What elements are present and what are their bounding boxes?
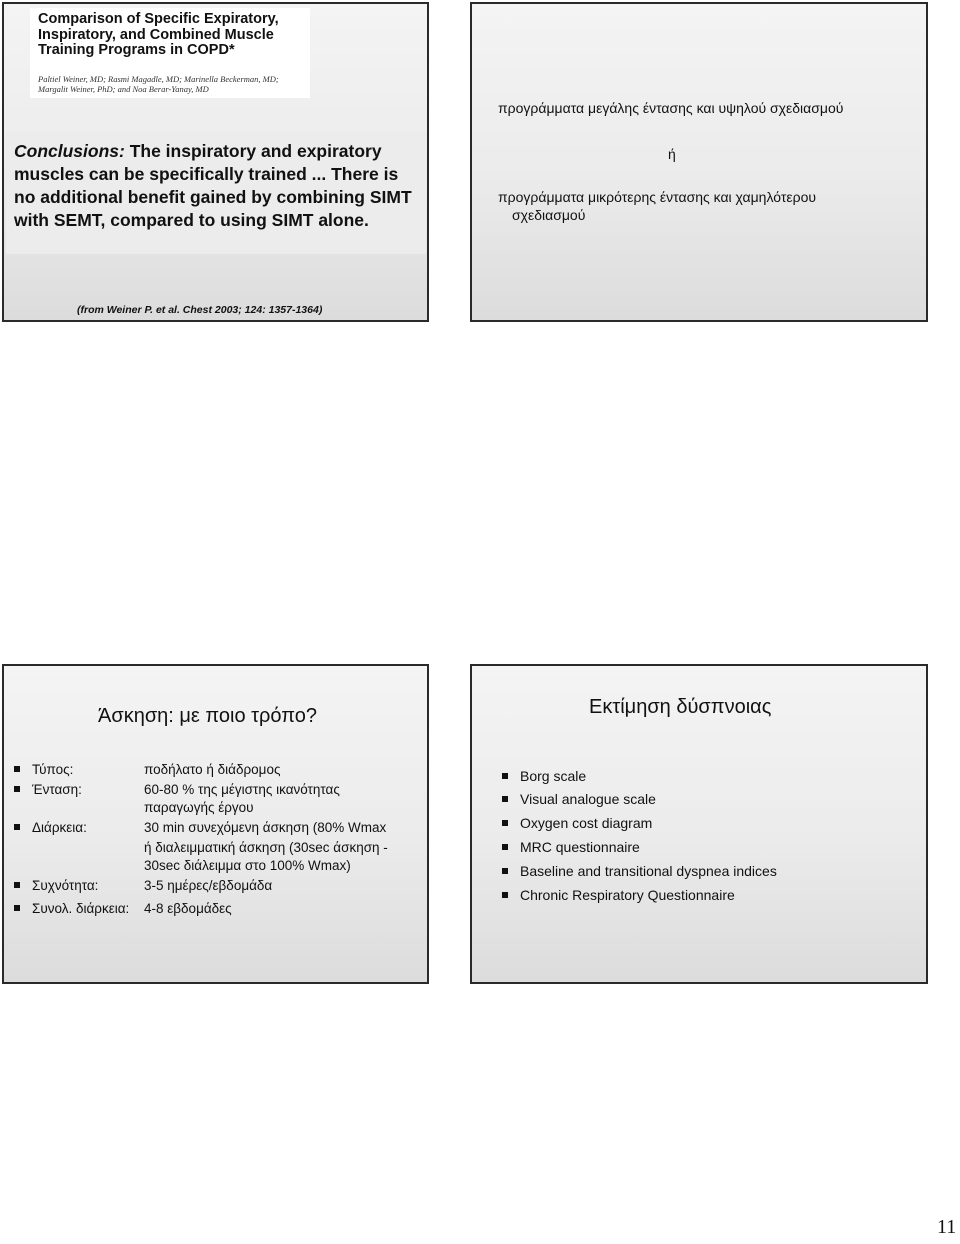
- list-item: [520, 839, 640, 855]
- item-label: MRC questionnaire: [520, 839, 640, 855]
- list-item: [520, 815, 652, 831]
- row-label: Διάρκεια:: [32, 820, 87, 835]
- page-number: 11: [937, 1216, 957, 1238]
- list-item: [520, 791, 656, 807]
- slide-title: Εκτίμηση δύσπνοιας: [589, 696, 772, 718]
- item-label: Visual analogue scale: [520, 791, 656, 807]
- row-value: 3-5 ημέρες/εβδομάδα: [144, 878, 273, 893]
- bullet-icon: [14, 882, 20, 888]
- list-item: [520, 768, 586, 784]
- slide-dyspnea-assessment: [470, 664, 928, 984]
- row-label: Συχνότητα:: [32, 878, 99, 893]
- row-label: Τύπος:: [32, 762, 74, 777]
- slide-title: Άσκηση: με ποιο τρόπο?: [98, 705, 318, 727]
- list-item: [520, 887, 735, 903]
- conclusions-label: Conclusions:: [14, 141, 125, 161]
- paper-title: Comparison of Specific Expiratory, Inspiratory, and Combined Muscle Training Programs in COPD*: [38, 11, 279, 58]
- bullet-icon: [502, 844, 508, 850]
- bullet-icon: [14, 786, 20, 792]
- bullet-icon: [502, 796, 508, 802]
- row-value: ποδήλατο ή διάδρομος: [144, 762, 281, 777]
- conclusions-text: The inspiratory and expiratory muscles can be specifically trained ... There is no additional benefit gained by combining SIMT with SEMT, compared to using SIMT alone.: [14, 141, 412, 230]
- slide-program-types: [470, 2, 928, 322]
- paper-header-image: [30, 8, 310, 98]
- conclusions-paragraph: [14, 140, 420, 232]
- row-value: παραγωγής έργου: [144, 800, 254, 815]
- bullet-icon: [502, 892, 508, 898]
- row-value: ή διαλειμματική άσκηση (30sec άσκηση -: [144, 840, 388, 855]
- program-high-intensity: προγράμματα μεγάλης έντασης και υψηλού σχεδιασμού: [498, 100, 844, 116]
- item-label: Borg scale: [520, 768, 587, 784]
- bullet-icon: [502, 773, 508, 779]
- bullet-icon: [14, 766, 20, 772]
- row-value: 30sec διάλειμμα στο 100% Wmax): [144, 858, 351, 873]
- row-label: Ένταση:: [32, 782, 82, 797]
- conclusions-box: [6, 132, 426, 254]
- item-label: Oxygen cost diagram: [520, 815, 653, 831]
- bullet-icon: [502, 868, 508, 874]
- bullet-icon: [14, 824, 20, 830]
- slide-weiner-conclusions: [2, 2, 429, 322]
- bullet-icon: [14, 905, 20, 911]
- list-item: [520, 863, 777, 879]
- paper-authors: Paltiel Weiner, MD; Rasmi Magadle, MD; Marinella Beckerman, MD; Margalit Weiner, PhD; and Noa Berar-Yanay, MD: [38, 74, 279, 94]
- item-label: Baseline and transitional dyspnea indices: [520, 863, 777, 879]
- row-value: 60-80 % της μέγιστης ικανότητας: [144, 782, 340, 797]
- reference-citation: (from Weiner P. et al. Chest 2003; 124: 1357-1364): [77, 304, 323, 316]
- program-low-intensity: προγράμματα μικρότερης έντασης και χαμηλότερου: [498, 189, 817, 205]
- row-value: 30 min συνεχόμενη άσκηση (80% Wmax: [144, 820, 387, 835]
- row-label: Συνολ. διάρκεια:: [32, 901, 130, 916]
- slide-exercise-method: [2, 664, 429, 984]
- program-low-intensity-cont: σχεδιασμού: [512, 207, 586, 223]
- or-connector: ή: [668, 146, 676, 162]
- item-label: Chronic Respiratory Questionnaire: [520, 887, 735, 903]
- row-value: 4-8 εβδομάδες: [144, 901, 232, 916]
- bullet-icon: [502, 820, 508, 826]
